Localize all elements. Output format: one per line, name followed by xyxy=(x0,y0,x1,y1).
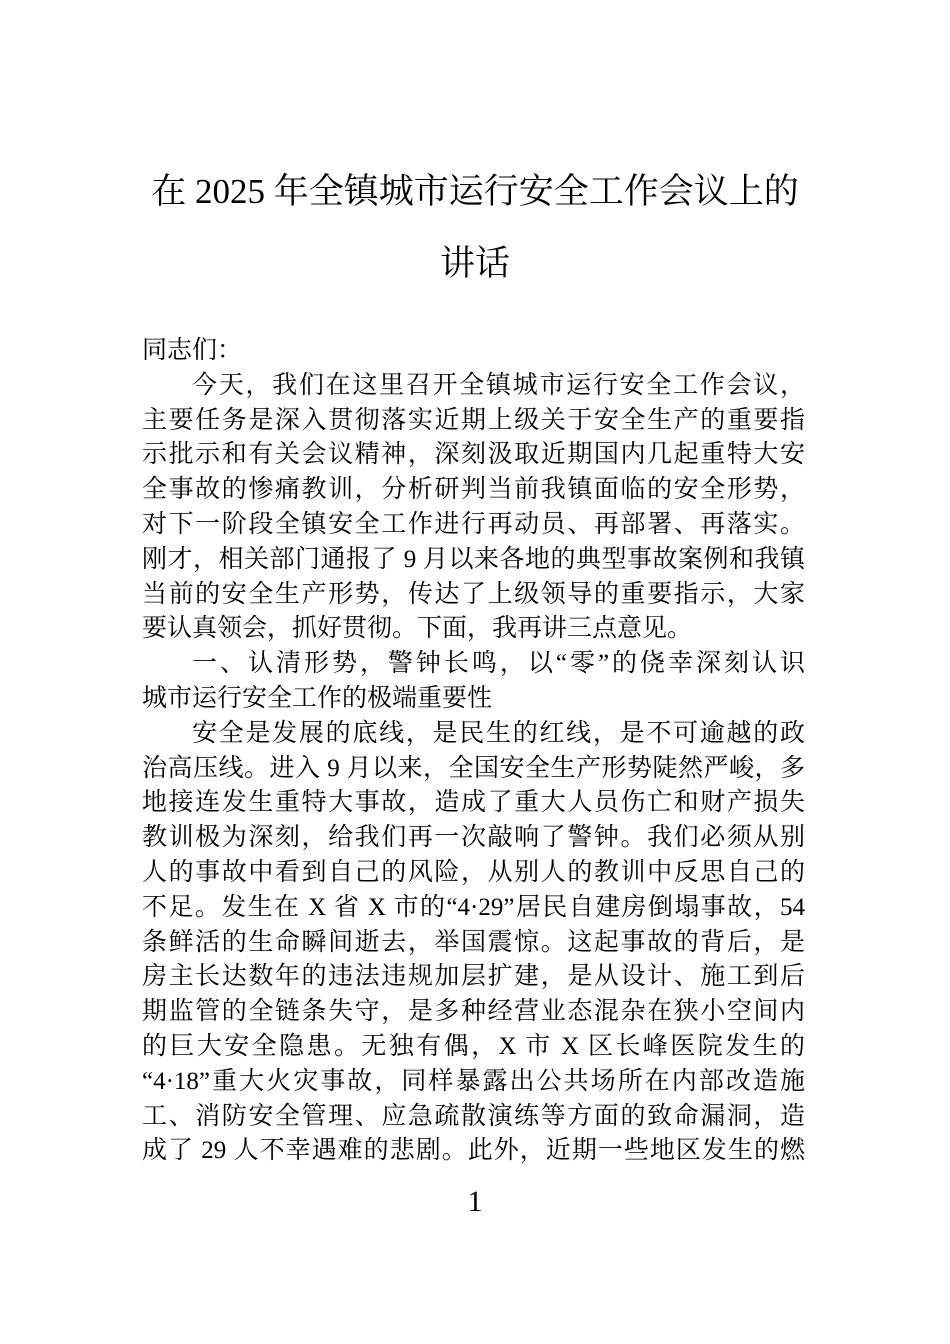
body-line: 同志们： xyxy=(142,337,243,364)
body-line: “4·18”重大火灾事故，同样暴露出公共场所在内部改造施 xyxy=(142,1067,805,1095)
body-line: 的巨大安全隐患。无独有偶，X 市 X 区长峰医院发生的 xyxy=(142,1032,805,1060)
body-line: 一、认清形势，警钟长鸣，以“零”的侥幸深刻认识 xyxy=(192,650,805,678)
body-line: 全事故的惨痛教训，分析研判当前我镇面临的安全形势， xyxy=(142,476,805,504)
title-line-1: 在 2025 年全镇城市运行安全工作会议上的 xyxy=(151,172,799,211)
document-body xyxy=(142,334,805,1169)
body-line: 工、消防安全管理、应急疏散演练等方面的致命漏洞，造 xyxy=(142,1102,805,1130)
body-line: 示批示和有关会议精神，深刻汲取近期国内几起重特大安 xyxy=(142,441,805,469)
body-line: 房主长达数年的违法违规加层扩建，是从设计、施工到后 xyxy=(142,963,805,991)
body-line: 期监管的全链条失守，是多种经营业态混杂在狭小空间内 xyxy=(142,998,805,1026)
body-line: 安全是发展的底线，是民生的红线，是不可逾越的政 xyxy=(192,719,805,747)
body-line: 条鲜活的生命瞬间逝去，举国震惊。这起事故的背后，是 xyxy=(142,928,805,956)
body-line: 地接连发生重特大事故，造成了重大人员伤亡和财产损失 xyxy=(142,789,805,817)
body-line: 主要任务是深入贯彻落实近期上级关于安全生产的重要指 xyxy=(142,406,805,434)
title-line-2: 讲话 xyxy=(439,244,510,283)
body-line: 教训极为深刻，给我们再一次敲响了警钟。我们必须从别 xyxy=(142,824,805,852)
document-title xyxy=(0,156,950,300)
body-line: 刚才，相关部门通报了 9 月以来各地的典型事故案例和我镇 xyxy=(142,545,805,573)
body-line: 成了 29 人不幸遇难的悲剧。此外，近期一些地区发生的燃 xyxy=(142,1137,805,1165)
body-line: 对下一阶段全镇安全工作进行再动员、再部署、再落实。 xyxy=(142,510,805,538)
body-line: 今天，我们在这里召开全镇城市运行安全工作会议， xyxy=(192,371,805,399)
body-line: 当前的安全生产形势，传达了上级领导的重要指示，大家 xyxy=(142,580,805,608)
body-line: 人的事故中看到自己的风险，从别人的教训中反思自己的 xyxy=(142,858,805,886)
body-line: 要认真领会，抓好贯彻。下面，我再讲三点意见。 xyxy=(142,615,693,643)
body-line: 城市运行安全工作的极端重要性 xyxy=(142,684,493,712)
body-line: 不足。发生在 X 省 X 市的“4·29”居民自建房倒塌事故，54 xyxy=(142,893,805,921)
body-line: 治高压线。进入 9 月以来，全国安全生产形势陡然严峻，多 xyxy=(142,754,805,782)
page-number: 1 xyxy=(467,1185,483,1218)
